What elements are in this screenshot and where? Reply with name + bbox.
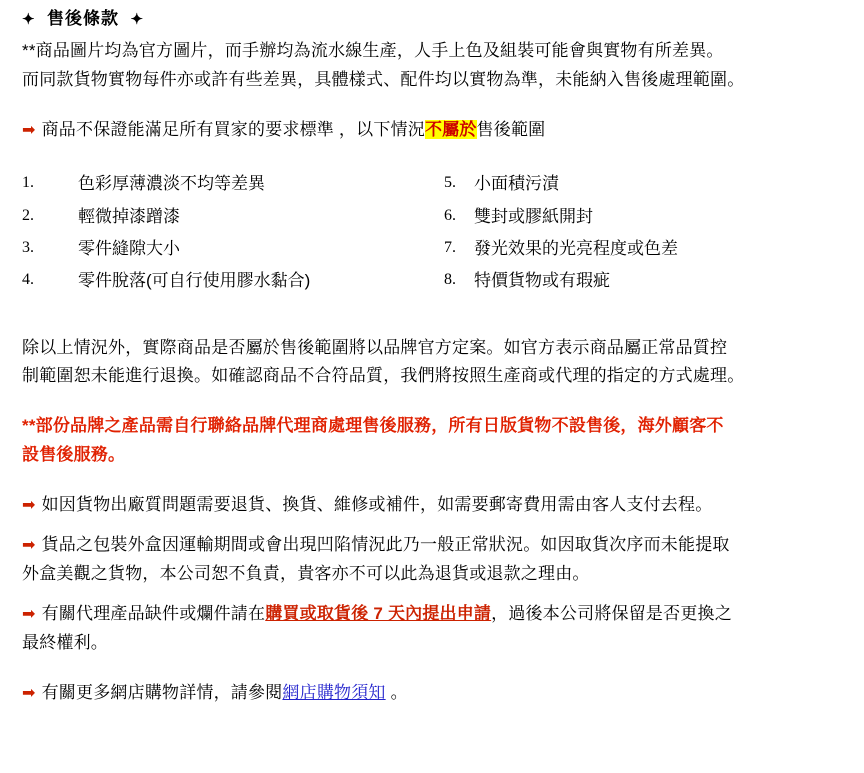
- exclusion-notice: [22, 117, 850, 143]
- list-item-label: 零件縫隙大小: [78, 239, 180, 259]
- list-item: [444, 204, 850, 230]
- list-item-number: 6.: [444, 206, 456, 224]
- list-item-label: 零件脫落(可自行使用膠水黏合): [78, 271, 311, 291]
- list-item-number: 4.: [22, 271, 34, 289]
- bullet-claim-line-2: 最終權利。: [22, 632, 108, 652]
- intro-line-1: **商品圖片均為官方圖片，而手辦均為流水線生產，人手上色及組裝可能會與實物有所差異。: [22, 41, 724, 61]
- bullet-packaging-text-1: 貨品之包裝外盒因運輸期間或會出現凹陷情況此乃一般正常狀況。如因取貨次序而未能提取: [41, 535, 730, 555]
- spacer: [22, 470, 850, 492]
- list-item-number: 7.: [444, 239, 456, 257]
- bullet-claim-line-1: [22, 601, 850, 627]
- warning-line-1: **部份品牌之產品需自行聯絡品牌代理商處理售後服務，所有日版貨物不設售後，海外顧客不: [22, 416, 724, 436]
- list-item-label: 色彩厚薄濃淡不均等差異: [78, 174, 265, 194]
- page-title: [22, 6, 850, 32]
- exclusion-list: [22, 171, 850, 300]
- policy-line-1: 除以上情況外，實際商品是否屬於售後範圍將以品牌官方定案。如官方表示商品屬正常品質控: [22, 337, 728, 357]
- list-item-label: 小面積污漬: [474, 174, 559, 194]
- arrow-icon: ➡: [22, 604, 36, 624]
- exclusion-notice-after: 售後範圍: [476, 120, 546, 140]
- spacer: [22, 658, 850, 680]
- list-item-number: 1.: [22, 174, 34, 192]
- list-item: [22, 236, 436, 262]
- list-item-label: 輕微掉漆蹭漆: [78, 206, 180, 226]
- decoration-right-icon: ✦: [130, 11, 145, 28]
- list-item-number: 2.: [22, 206, 34, 224]
- arrow-icon: ➡: [22, 120, 36, 140]
- decoration-left-icon: ✦: [22, 11, 36, 28]
- exclusion-list-right-column: [436, 171, 850, 300]
- list-item: [22, 268, 436, 294]
- list-item: [444, 171, 850, 197]
- list-item-number: 8.: [444, 271, 456, 289]
- arrow-icon: ➡: [22, 535, 36, 555]
- spacer: [22, 520, 850, 532]
- bullet-shipping-fee-text: 如因貨物出廠質問題需要退貨、換貨、維修或補件，如需要郵寄費用需由客人支付去程。: [41, 495, 713, 515]
- list-item: [444, 268, 850, 294]
- list-item-label: 特價貨物或有瑕疵: [474, 271, 610, 291]
- spacer: [22, 145, 850, 167]
- list-item: [22, 171, 436, 197]
- policy-line-2: 制範圍恕未能進行退換。如確認商品不合符品質，我們將按照生產商或代理的指定的方式處理。: [22, 366, 745, 386]
- bullet-shopping-guide: [22, 680, 850, 706]
- spacer: [22, 391, 850, 413]
- page-title-text: 售後條款: [47, 9, 120, 28]
- spacer: [22, 589, 850, 601]
- exclusion-list-left-column: [22, 171, 436, 300]
- list-item-label: 發光效果的光亮程度或色差: [474, 239, 678, 259]
- list-item-label: 雙封或膠紙開封: [474, 206, 593, 226]
- exclusion-notice-highlight: 不屬於: [424, 120, 477, 140]
- list-item-number: 3.: [22, 239, 34, 257]
- bullet-shipping-fee: [22, 492, 850, 518]
- bullet-packaging-line-2: 外盒美觀之貨物，本公司恕不負責，貴客亦不可以此為退貨或退款之理由。: [22, 563, 590, 583]
- shopping-guide-link[interactable]: 網店購物須知: [282, 682, 386, 702]
- bullet-shopping-guide-before: 有關更多網店購物詳情，請參閱: [41, 682, 283, 702]
- exclusion-notice-before: 商品不保證能滿足所有買家的要求標準 ，以下情況: [41, 120, 425, 140]
- list-item-number: 5.: [444, 174, 456, 192]
- spacer: [22, 301, 850, 335]
- list-item: [22, 204, 436, 230]
- arrow-icon: ➡: [22, 495, 36, 515]
- bullet-claim-after: ，過後本公司將保留是否更換之: [491, 604, 732, 624]
- bullet-packaging-line-1: [22, 532, 850, 558]
- bullet-shopping-guide-after: 。: [390, 682, 408, 702]
- bullet-claim-underline: 購買或取貨後 7 天內提出申請: [265, 604, 492, 624]
- intro-line-2: 而同款貨物實物每件亦或許有些差異，具體樣式、配件均以實物為準，未能納入售後處理範圍。: [22, 69, 745, 89]
- arrow-icon: ➡: [22, 682, 36, 702]
- bullet-claim-before: 有關代理產品缺件或爛件請在: [41, 604, 266, 624]
- spacer: [22, 95, 850, 117]
- warning-line-2: 設售後服務。: [22, 444, 126, 464]
- list-item: [444, 236, 850, 262]
